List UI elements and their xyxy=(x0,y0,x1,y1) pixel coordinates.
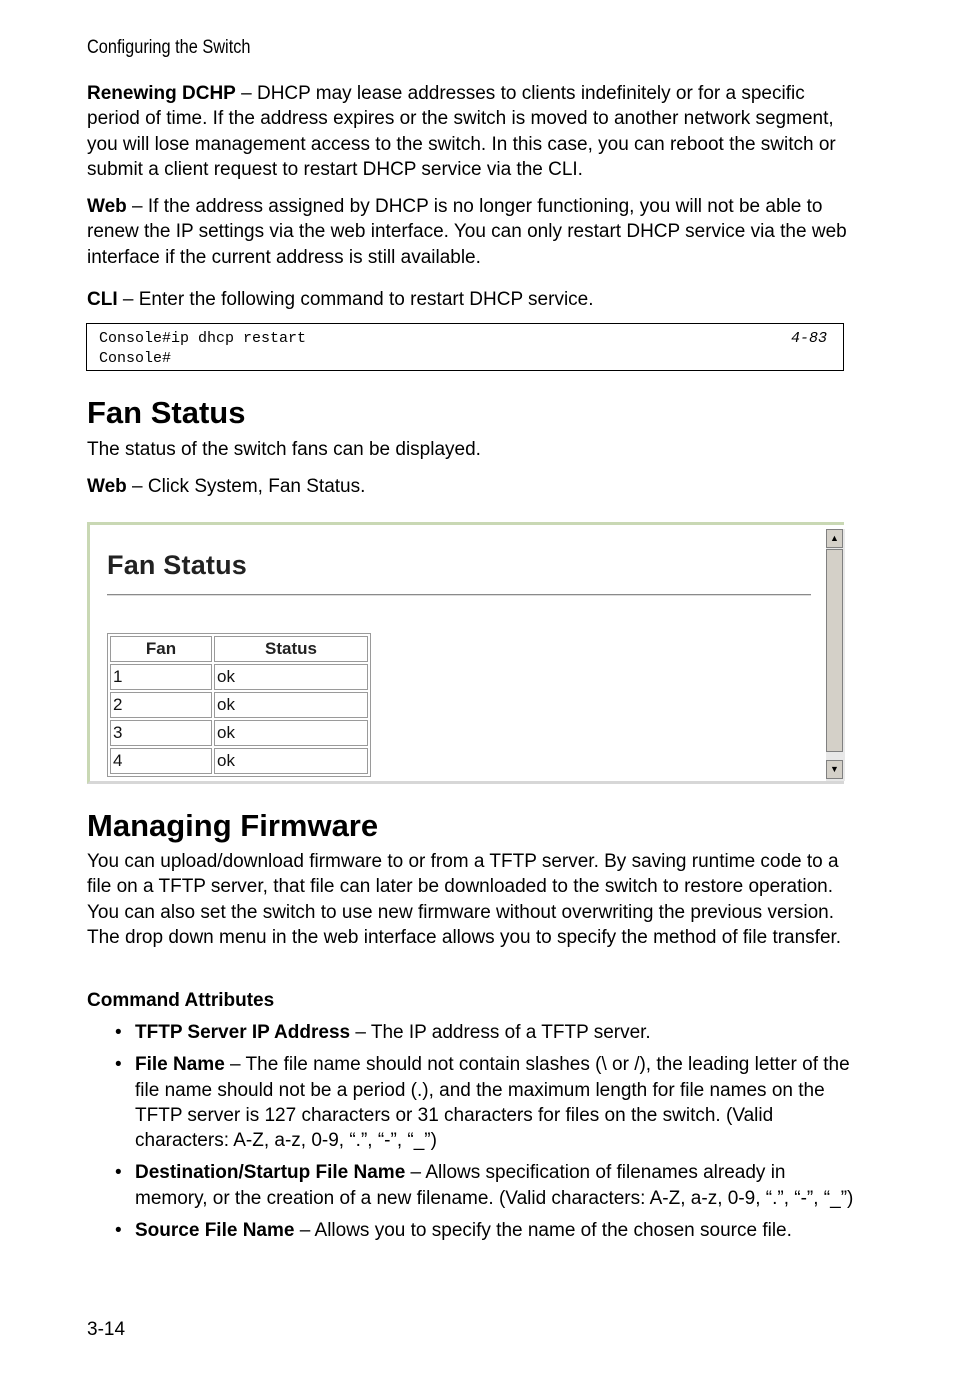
bullet-icon: • xyxy=(115,1054,122,1076)
code-line-1: Console#ip dhcp restart xyxy=(99,330,307,347)
fan-status-table xyxy=(107,633,371,777)
table-row xyxy=(110,748,368,774)
command-attributes-heading: Command Attributes xyxy=(87,990,275,1011)
list-item xyxy=(115,1160,855,1211)
web-dhcp-text: – If the address assigned by DHCP is no longer functioning, you will not be able to renew the IP settings via the web interface. You can only restart DHCP service via the web interface if the current address is still available. xyxy=(87,196,847,268)
attribute-description: – The file name should not contain slashes (\ or /), the leading letter of the file name should not be a period (.), and the maximum length for file names on the TFTP server is 127 characters or 31 characters for files on the switch. (Valid characters: A-Z, a-z, 0-9, “.”, “-”, “_”) xyxy=(135,1054,850,1152)
cli-text: – Enter the following command to restart DHCP service. xyxy=(117,289,594,310)
fan-web-text: – Click System, Fan Status. xyxy=(126,476,366,497)
vertical-scrollbar[interactable] xyxy=(826,529,845,781)
column-header-fan: Fan xyxy=(110,636,212,662)
renewing-dhcp-text: – DHCP may lease addresses to clients indefinitely or for a specific period of time. If the address expires or the switch is moved to another network segment, you will lose management access to the switch. In this case, you can reboot the switch or submit a client request to restart DHCP service via the CLI. xyxy=(87,83,836,180)
managing-firmware-heading: Managing Firmware xyxy=(87,808,379,843)
running-header: Configuring the Switch xyxy=(87,37,251,58)
page-number: 3-14 xyxy=(87,1319,126,1340)
status-cell: ok xyxy=(214,692,368,718)
code-page-reference: 4-83 xyxy=(790,330,827,347)
fan-cell: 1 xyxy=(110,664,212,690)
firmware-intro: You can upload/download firmware to or from a TFTP server. By saving runtime code to a file on a TFTP server, that file can later be downloaded to the switch to restore operation. You can also set the switch to use new firmware without overwriting the previous version. The drop down menu in the web interface allows you to specify the method of file transfer. xyxy=(87,851,842,948)
attribute-description: – The IP address of a TFTP server. xyxy=(350,1022,651,1043)
web-label: Web xyxy=(87,196,127,217)
bullet-icon: • xyxy=(115,1022,122,1043)
column-header-status: Status xyxy=(214,636,368,662)
scroll-up-arrow-icon[interactable]: ▲ xyxy=(826,529,843,548)
list-item xyxy=(115,1052,855,1153)
attribute-label: Destination/Startup File Name xyxy=(135,1162,406,1184)
attribute-label: Source File Name xyxy=(135,1220,295,1242)
cli-paragraph xyxy=(87,287,857,312)
status-cell: ok xyxy=(214,748,368,774)
attribute-description: – Allows you to specify the name of the chosen source file. xyxy=(294,1220,792,1242)
attribute-description: – Allows specification of filenames already in memory, or the creation of a new filename. (Valid characters: A-Z, a-z, 0-9, “.”, “-”, “_”) xyxy=(135,1162,854,1209)
code-line-2: Console# xyxy=(99,350,172,367)
status-cell: ok xyxy=(214,664,368,690)
scroll-down-arrow-icon[interactable]: ▼ xyxy=(826,760,843,779)
fan-status-screenshot xyxy=(87,522,844,784)
renewing-dhcp-paragraph xyxy=(87,81,857,182)
fan-status-intro: The status of the switch fans can be displayed. xyxy=(87,439,481,460)
code-block xyxy=(86,323,844,371)
web-dhcp-paragraph xyxy=(87,194,857,270)
cli-label: CLI xyxy=(87,289,118,310)
fan-cell: 2 xyxy=(110,692,212,718)
fan-cell: 4 xyxy=(110,748,212,774)
status-cell: ok xyxy=(214,720,368,746)
fan-web-paragraph xyxy=(87,474,857,499)
attribute-label: File Name xyxy=(135,1054,225,1076)
scrollbar-thumb[interactable] xyxy=(826,549,843,752)
bullet-icon: • xyxy=(115,1162,122,1184)
renewing-dhcp-label: Renewing DCHP xyxy=(87,83,236,104)
table-row xyxy=(110,720,368,746)
command-attributes-list xyxy=(115,1020,855,1250)
attribute-label: TFTP Server IP Address xyxy=(135,1022,351,1043)
table-header-row xyxy=(110,636,368,662)
table-row xyxy=(110,664,368,690)
bullet-icon: • xyxy=(115,1220,122,1242)
screenshot-title: Fan Status xyxy=(107,550,248,580)
fan-cell: 3 xyxy=(110,720,212,746)
screenshot-divider xyxy=(107,594,811,596)
list-item xyxy=(115,1218,855,1243)
table-row xyxy=(110,692,368,718)
fan-web-label: Web xyxy=(87,476,127,497)
fan-status-heading: Fan Status xyxy=(87,395,246,430)
list-item xyxy=(115,1020,855,1045)
